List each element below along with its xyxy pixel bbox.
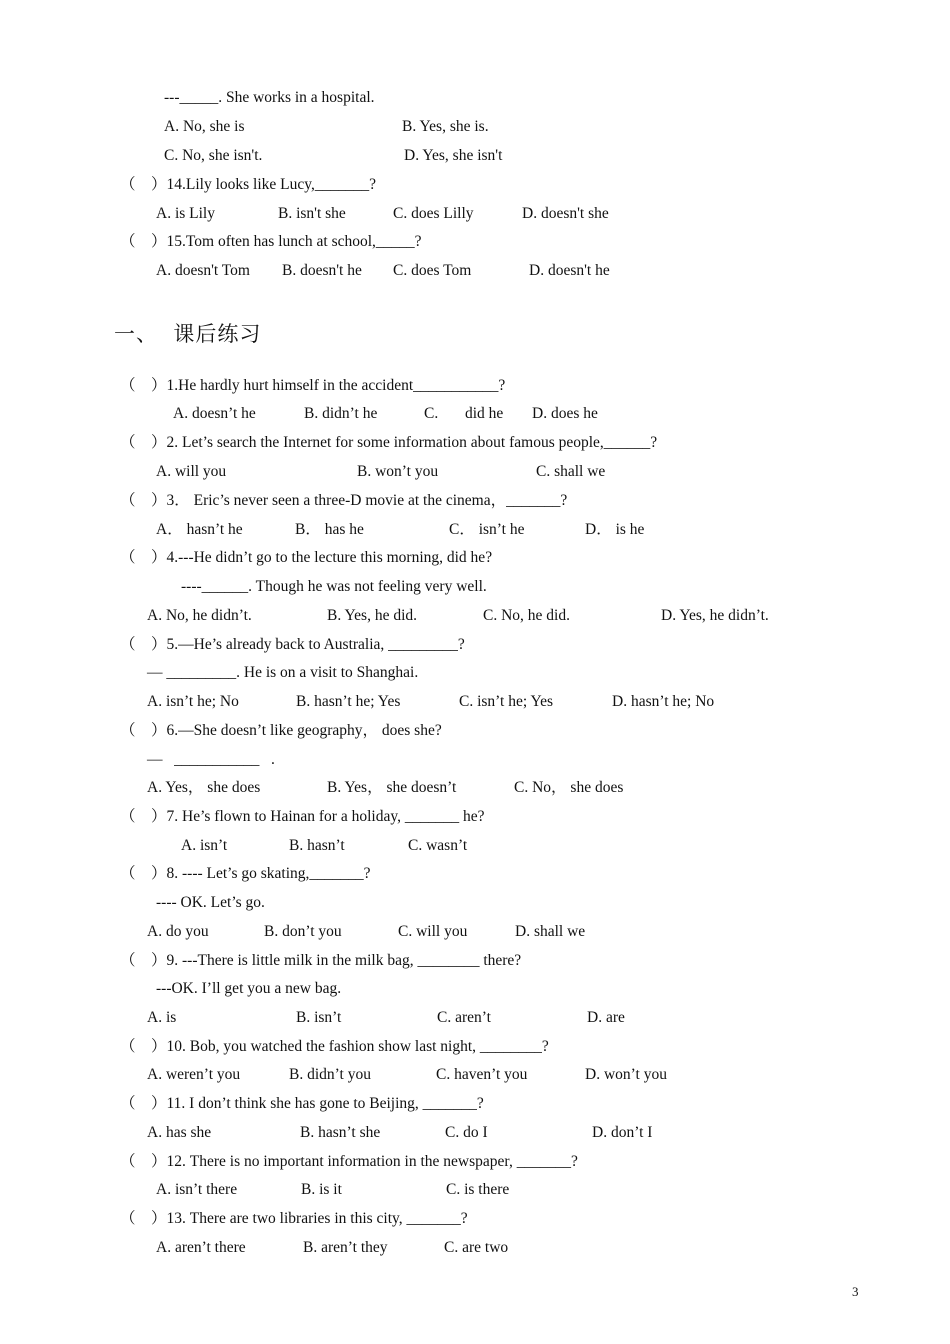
option-d: D. won’t you: [585, 1066, 667, 1083]
option-a: A. is Lily: [156, 205, 215, 222]
option-b: B. Yes, he did.: [327, 607, 418, 624]
option-a: A. do you: [147, 923, 209, 940]
question-8-response: ---- OK. Let’s go.: [156, 894, 265, 911]
question-13: （ ）13. There are two libraries in this city, _______?: [120, 1210, 468, 1227]
question-13-answer-line: ---_____. She works in a hospital.: [164, 89, 375, 106]
option-c: C. is there: [446, 1181, 510, 1198]
option-d: D. doesn't he: [529, 262, 610, 279]
option-c-text: did he: [465, 405, 504, 422]
option-d: D. Yes, she isn't: [404, 147, 503, 164]
option-c: C. does Lilly: [393, 205, 474, 222]
question-3: （ ）3． Eric’s never seen a three-D movie at the cinema，_______?: [120, 492, 568, 509]
option-b: B. didn’t you: [289, 1066, 371, 1083]
option-c: C. will you: [398, 923, 468, 940]
option-a: A. doesn't Tom: [156, 262, 250, 279]
question-4-response: ----______. Though he was not feeling very well.: [181, 578, 487, 595]
question-1: （ ）1.He hardly hurt himself in the accident___________?: [120, 377, 506, 394]
option-c: C. wasn’t: [408, 837, 468, 854]
question-6: （ ）6.—She doesn’t like geography， does she?: [120, 722, 442, 739]
option-b: B. Yes， she doesn’t: [327, 779, 457, 796]
option-d: D. hasn’t he; No: [612, 693, 715, 710]
option-c: C. isn’t he; Yes: [459, 693, 554, 710]
question-11: （ ）11. I don’t think she has gone to Beijing, _______?: [120, 1095, 484, 1112]
option-d: D. are: [587, 1009, 625, 1026]
option-b: B. isn’t: [296, 1009, 342, 1026]
option-b: B. isn't she: [278, 205, 346, 222]
option-c: C． isn’t he: [449, 521, 525, 538]
option-c: C. No, he did.: [483, 607, 570, 624]
option-c: C. does Tom: [393, 262, 472, 279]
option-c: C. are two: [444, 1239, 509, 1256]
option-b: B. doesn't he: [282, 262, 362, 279]
option-b: B. didn’t he: [304, 405, 378, 422]
question-7: （ ）7. He’s flown to Hainan for a holiday, _______ he?: [120, 808, 485, 825]
question-10: （ ）10. Bob, you watched the fashion show last night, ________?: [120, 1038, 549, 1055]
option-c: C. aren’t: [437, 1009, 491, 1026]
option-d: D. Yes, he didn’t.: [661, 607, 769, 624]
option-c: C. shall we: [536, 463, 606, 480]
question-12: （ ）12. There is no important information in the newspaper, _______?: [120, 1153, 578, 1170]
page-number: 3: [852, 1284, 859, 1299]
option-b: B. is it: [301, 1181, 342, 1198]
option-a: A. Yes， she does: [147, 779, 261, 796]
question-14: （ ）14.Lily looks like Lucy,_______?: [120, 176, 377, 193]
option-c: C. do I: [445, 1124, 488, 1141]
option-a: A. isn’t: [181, 837, 228, 854]
option-d: D. does he: [532, 405, 598, 422]
option-d: D. don’t I: [592, 1124, 653, 1141]
option-a: A. will you: [156, 463, 227, 480]
option-a: A. weren’t you: [147, 1066, 241, 1083]
question-9: （ ）9. ---There is little milk in the milk bag, ________ there?: [120, 952, 522, 969]
option-a: A. has she: [147, 1124, 212, 1141]
option-b: B. don’t you: [264, 923, 342, 940]
option-a: A. doesn’t he: [173, 405, 256, 422]
option-a: A. aren’t there: [156, 1239, 246, 1256]
option-d: D． is he: [585, 521, 645, 538]
option-c-letter: C.: [424, 405, 439, 422]
question-4: （ ）4.---He didn’t go to the lecture this morning, did he?: [120, 549, 493, 566]
question-5-response: — _________. He is on a visit to Shanghai.: [147, 664, 419, 681]
option-c: C. No， she does: [514, 779, 624, 796]
question-2: （ ）2. Let’s search the Internet for some information about famous people,______?: [120, 434, 658, 451]
section-heading: 一、 课后练习: [114, 322, 262, 346]
option-b: B. hasn’t she: [300, 1124, 381, 1141]
option-b: B. hasn’t he; Yes: [296, 693, 401, 710]
question-6-response: — ___________ .: [147, 751, 275, 768]
option-b: B. hasn’t: [289, 837, 345, 854]
option-b: B. won’t you: [357, 463, 439, 480]
option-a: A. No, he didn’t.: [147, 607, 252, 624]
option-a: A. isn’t he; No: [147, 693, 239, 710]
option-d: D. shall we: [515, 923, 586, 940]
question-8: （ ）8. ---- Let’s go skating,_______?: [120, 865, 371, 882]
option-c: C. No, she isn't.: [164, 147, 263, 164]
option-b: B． has he: [295, 521, 364, 538]
option-a: A. is: [147, 1009, 177, 1026]
question-9-response: ---OK. I’ll get you a new bag.: [156, 980, 342, 997]
question-5: （ ）5.—He’s already back to Australia, _________?: [120, 636, 465, 653]
option-a: A． hasn’t he: [156, 521, 243, 538]
option-d: D. doesn't she: [522, 205, 609, 222]
option-c: C. haven’t you: [436, 1066, 528, 1083]
question-15: （ ）15.Tom often has lunch at school,_____?: [120, 233, 422, 250]
option-a: A. No, she is: [164, 118, 245, 135]
option-b: B. Yes, she is.: [402, 118, 489, 135]
option-a: A. isn’t there: [156, 1181, 238, 1198]
option-b: B. aren’t they: [303, 1239, 388, 1256]
